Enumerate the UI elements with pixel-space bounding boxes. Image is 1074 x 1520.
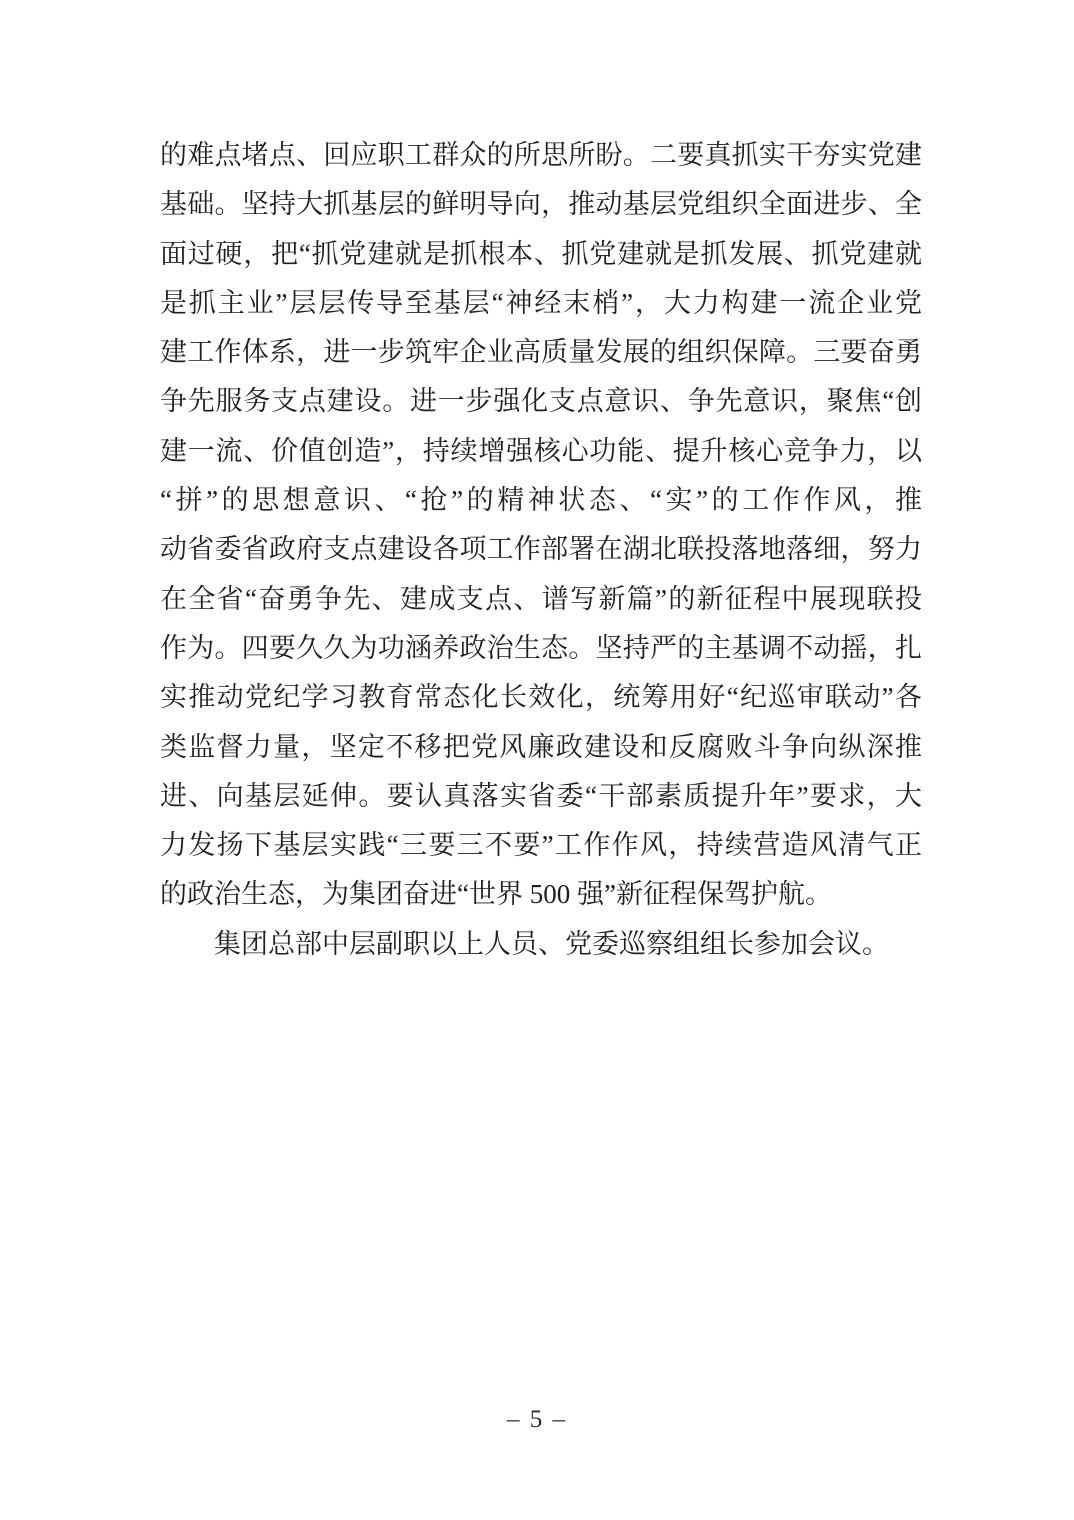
body-line: 力发扬下基层实践“三要三不要”工作作风，持续营造风清气正 xyxy=(160,830,922,861)
body-line: 建工作体系，进一步筑牢企业高质量发展的组织保障。三要奋勇 xyxy=(160,337,922,368)
body-line: 类监督力量，坚定不移把党风廉政建设和反腐败斗争向纵深推 xyxy=(160,731,922,762)
body-line: 面过硬，把“抓党建就是抓根本、抓党建就是抓发展、抓党建就 xyxy=(160,238,922,269)
body-line: 争先服务支点建设。进一步强化支点意识、争先意识，聚焦“创 xyxy=(160,386,922,417)
page-footer xyxy=(0,1406,1074,1434)
body-line: 动省委省政府支点建设各项工作部署在湖北联投落地落细，努力 xyxy=(160,534,922,565)
body-line: 建一流、价值创造”，持续增强核心功能、提升核心竞争力，以 xyxy=(160,435,922,466)
body-line: 的难点堵点、回应职工群众的所思所盼。二要真抓实干夯实党建 xyxy=(160,140,922,170)
body-line: 基础。坚持大抓基层的鲜明导向，推动基层党组织全面进步、全 xyxy=(160,189,922,220)
body-line: 的政治生态，为集团奋进“世界 500 强”新征程保驾护航。 xyxy=(160,879,832,910)
body-line: 是抓主业”层层传导至基层“神经末梢”，大力构建一流企业党 xyxy=(160,287,922,318)
body-line: 在全省“奋勇争先、建成支点、谱写新篇”的新征程中展现联投 xyxy=(160,583,922,614)
body-line: “拼”的思想意识、“抢”的精神状态、“实”的工作作风，推 xyxy=(160,485,922,516)
document-body xyxy=(160,131,922,969)
body-line: 作为。四要久久为功涵养政治生态。坚持严的主基调不动摇，扎 xyxy=(160,632,922,663)
body-paragraph-attendees: 集团总部中层副职以上人员、党委巡察组组长参加会议。 xyxy=(214,928,889,959)
page-number: – 5 – xyxy=(507,1406,567,1433)
body-line: 实推动党纪学习教育常态化长效化，统筹用好“纪巡审联动”各 xyxy=(160,682,922,713)
body-line: 进、向基层延伸。要认真落实省委“干部素质提升年”要求，大 xyxy=(160,780,922,811)
